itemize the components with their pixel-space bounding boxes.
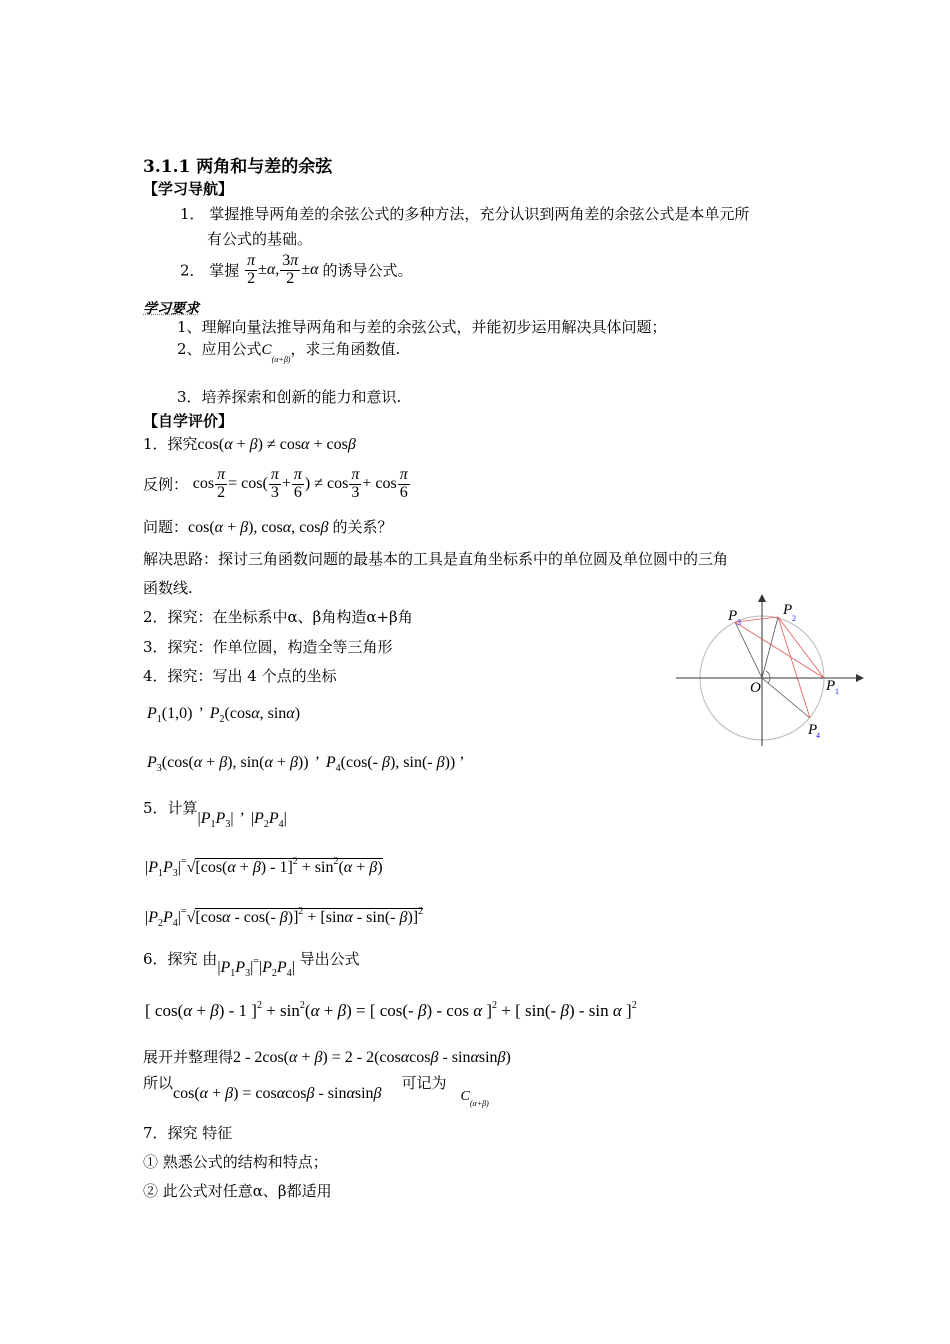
x-axis-arrow-icon (856, 674, 864, 682)
formula-p2p4: $|P_2P_4|^=√[\cos\alpha - \cos(-$ β)]$^2$ + [sinα - sin(- β)]$^2$ (145, 906, 424, 929)
formula-equal-dist: $|P_1P_3|^=|P_2P_4|$ (217, 956, 295, 979)
formula-distances: $|P_1P_3|$ ’ $|P_2P_4|$ (197, 810, 287, 830)
label-origin: O (750, 680, 761, 696)
label-p3-sub: 3 (737, 618, 741, 627)
formula-expand: 2 - 2cos(α + β) = 2 - 2(cosαcosβ - sinαsinβ) (233, 1049, 511, 1066)
question-prefix: 问题： (143, 518, 189, 536)
radius-op4 (762, 678, 810, 718)
explore-3: 3．探究：作单位圆，构造全等三角形 (143, 638, 393, 656)
formula-c-sum-2: $C_{(\alpha+\beta)}$ (460, 1089, 489, 1108)
y-axis-arrow-icon (758, 594, 766, 602)
explore-7: 7．探究 特征 (143, 1124, 233, 1142)
requirement-3: 3．培养探索和创新的能力和意识. (177, 388, 402, 406)
formula-p1p3: $|P_1P_3|^=√[\cos(\alpha + \beta) - 1]^2 + \sin^2(\alpha + \beta)$ (145, 856, 383, 879)
explore-6-prefix: 6．探究 由 (143, 950, 218, 968)
label-p2: P (783, 602, 793, 618)
compute-prefix: 5．计算 (143, 799, 198, 817)
label-p1: P (826, 678, 836, 694)
question (143, 516, 392, 537)
angle-arc (766, 671, 770, 678)
coords-p3-p4: $P_3(\cos(\alpha + \beta)$, sin(α + β)) ’ $P_4(\cos(-$ β), sin(- β)) ’ (147, 754, 465, 774)
self-eval-header: 【自学评价】 (143, 412, 234, 430)
nav-item-1-cont: 有公式的基础。 (207, 230, 313, 248)
requirement-2 (177, 338, 400, 364)
formula-counter: cos $\frac{\pi}{2}$ = cos( $\frac{\pi}{3}$ + $\frac{\pi}{6}$ ) ≠ cos $\frac{\pi}{3}$ + cos $\frac{\pi}{6}$ (192, 466, 408, 501)
idea-line-1: 解决思路：探讨三角函数问题的最基本的工具是直角坐标系中的单位圆及单位圆中的三角 (143, 550, 729, 568)
compute-5 (143, 797, 287, 830)
explore-4: 4．探究：写出 4 个点的坐标 (143, 667, 337, 685)
counter-prefix: 反例： (143, 475, 189, 494)
idea-line-2: 函数线. (143, 579, 193, 597)
requirement-2-prefix: 2、应用公式 (177, 340, 262, 358)
nav-item-2-prefix: 2． 掌握 (180, 261, 240, 280)
formula-c-sum: $C_{(\alpha+\beta)}$ (261, 342, 291, 364)
so-mid: 可记为 (401, 1074, 447, 1092)
formula-induction: $\frac{\pi}{2}$ ±α, $\frac{3\pi}{2}$ ±α (247, 252, 319, 287)
expand-prefix: 展开并整理得 (143, 1048, 234, 1066)
nav-header: 【学习导航】 (143, 180, 234, 198)
segment-p2p4 (778, 617, 810, 718)
formula-equation: [ cos(α + β) - 1 ]$^2 + \sin^2(\alpha + \beta)$ = [ cos(- β) - cos α ]$^2$ + [ sin(- β) - sin α ]$^2$ (145, 1000, 637, 1020)
page-title: 3.1.1 两角和与差的余弦 (143, 157, 333, 177)
explore-2: 2．探究：在坐标系中α、β角构造α+β角 (143, 608, 413, 626)
formula-question: cos(α + β), cosα, cosβ (188, 519, 329, 536)
label-p4: P (808, 722, 818, 738)
label-p4-sub: 4 (816, 731, 820, 740)
explore-1-prefix: 1．探究 (143, 435, 198, 453)
label-p1-sub: 1 (835, 687, 839, 696)
feature-2: ② 此公式对任意α、β都适用 (143, 1182, 332, 1200)
nav-item-2 (180, 253, 413, 288)
counter-example (143, 467, 411, 502)
segment-p2p1 (778, 617, 824, 678)
formula-result: cos(α + β) = cosαcosβ - sinαsinβ (173, 1085, 382, 1102)
so-prefix: 所以 (143, 1074, 174, 1092)
nav-item-1: 1． 掌握推导两角差的余弦公式的多种方法，充分认识到两角差的余弦公式是本单元所 (180, 205, 750, 223)
unit-circle-figure (670, 592, 870, 752)
explore-1 (143, 433, 356, 454)
requirement-1: 1、理解向量法推导两角和与差的余弦公式，并能初步运用解决具体问题； (177, 318, 667, 336)
formula-explore-1: cos(α + β) ≠ cosα + cosβ (197, 436, 356, 453)
nav-item-2-suffix: 的诱导公式。 (322, 261, 413, 280)
requirement-2-suffix: ，求三角函数值. (290, 340, 401, 358)
explore-6 (143, 948, 360, 979)
explore-6-suffix: 导出公式 (299, 950, 360, 968)
label-p3: P (728, 608, 738, 624)
feature-1: ① 熟悉公式的结构和特点； (143, 1153, 328, 1171)
so-line (143, 1072, 489, 1108)
question-suffix: 的关系？ (332, 518, 393, 536)
requirements-header: 学习要求 (143, 301, 199, 317)
angle-arc-beta (768, 678, 770, 683)
label-p2-sub: 2 (792, 614, 796, 623)
coords-p1-p2: $P_1(1,0)$ ’ $P_2(\cos\alpha$, sinα) (147, 705, 301, 725)
expand-line (143, 1046, 511, 1067)
